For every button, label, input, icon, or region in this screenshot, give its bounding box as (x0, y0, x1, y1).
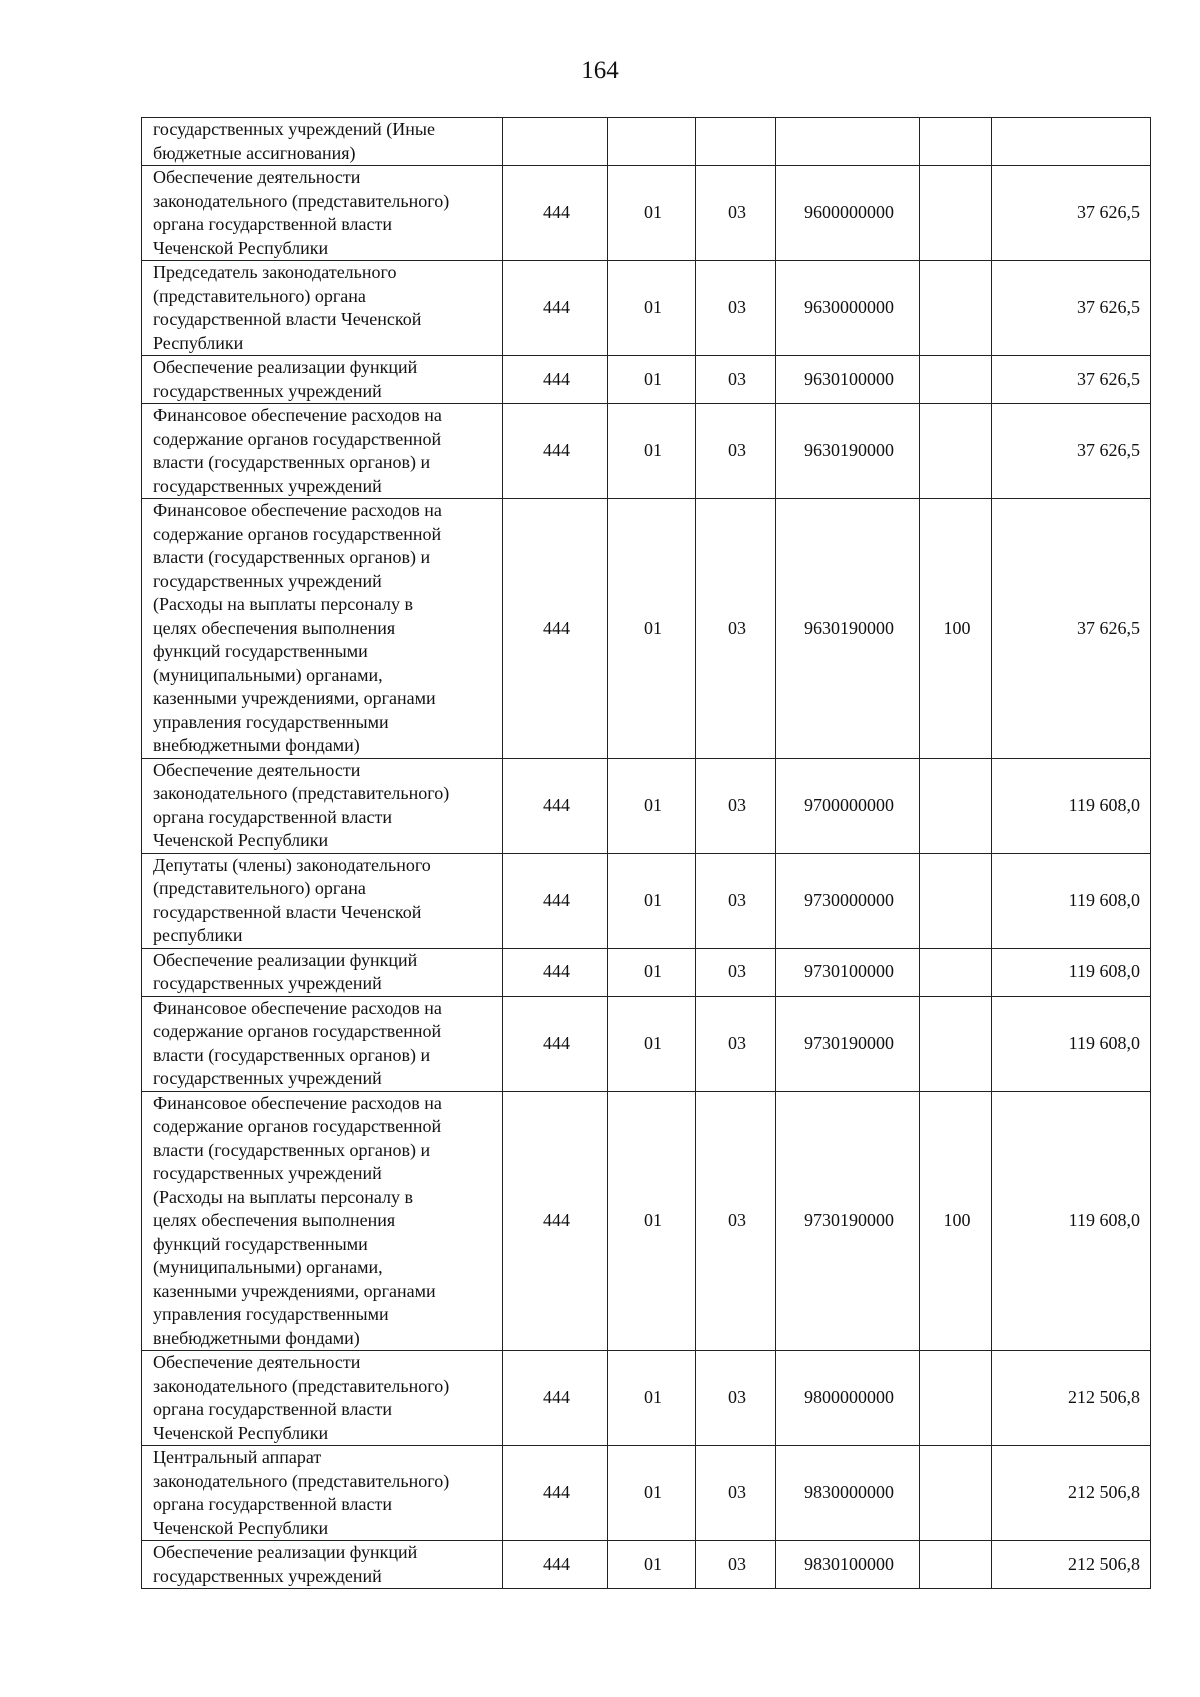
item-name-line: Финансовое обеспечение расходов на (153, 997, 442, 1018)
expense-type-cell (920, 1351, 992, 1446)
item-name-line: государственных учреждений (153, 475, 382, 496)
subsection-cell: 03 (696, 1541, 776, 1589)
expense-type-cell (920, 948, 992, 996)
item-name-line: внебюджетными фондами) (153, 1327, 360, 1348)
section-cell: 01 (608, 1351, 696, 1446)
item-name-line: содержание органов государственной (153, 1116, 442, 1136)
item-name-line: Чеченской Республики (153, 830, 329, 850)
item-name-cell (142, 948, 503, 996)
expense-type-cell: 100 (920, 1091, 992, 1351)
target-article-cell: 9730190000 (776, 996, 920, 1091)
item-name-line: управления государственными (153, 1304, 389, 1324)
subsection-cell: 03 (696, 853, 776, 948)
subsection-cell: 03 (696, 356, 776, 404)
item-name-line: казенными учреждениями, органами (153, 1280, 436, 1301)
item-name-line: законодательного (представительного) (153, 783, 450, 803)
item-name-cell (142, 1351, 503, 1446)
item-name-line: власти (государственных органов) и (153, 1044, 431, 1065)
admin-code-cell: 444 (503, 1351, 608, 1446)
subsection-cell (696, 118, 776, 166)
subsection-cell: 03 (696, 758, 776, 853)
section-cell: 01 (608, 356, 696, 404)
amount-cell: 119 608,0 (992, 948, 1151, 996)
subsection-cell: 03 (696, 166, 776, 261)
item-name-line: органа государственной власти (153, 1494, 393, 1514)
table-row (142, 996, 1151, 1091)
item-name-line: государственной власти Чеченской (153, 901, 422, 922)
table-row (142, 356, 1151, 404)
section-cell (608, 118, 696, 166)
item-name-line: (Расходы на выплаты персоналу в (153, 1186, 413, 1207)
item-name-cell (142, 118, 503, 166)
target-article-cell: 9800000000 (776, 1351, 920, 1446)
target-article-cell: 9730190000 (776, 1091, 920, 1351)
section-cell: 01 (608, 948, 696, 996)
section-cell: 01 (608, 1541, 696, 1589)
page-number: 164 (581, 57, 619, 84)
amount-cell: 37 626,5 (992, 261, 1151, 356)
table-row (142, 948, 1151, 996)
item-name-line: (муниципальными) органами, (153, 664, 383, 685)
target-article-cell: 9630000000 (776, 261, 920, 356)
item-name-line: (муниципальными) органами, (153, 1257, 383, 1277)
item-name-line: государственных учреждений (153, 1565, 382, 1586)
item-name-line: (Расходы на выплаты персоналу в (153, 594, 413, 614)
admin-code-cell: 444 (503, 1091, 608, 1351)
item-name-cell (142, 1091, 503, 1351)
item-name-line: государственных учреждений (Иные (153, 119, 435, 139)
item-name-line: государственных учреждений (153, 1068, 382, 1088)
item-name-line: Обеспечение реализации функций (153, 357, 418, 377)
item-name-line: Чеченской Республики (153, 237, 329, 258)
admin-code-cell: 444 (503, 1446, 608, 1541)
item-name-cell (142, 853, 503, 948)
item-name-line: государственной власти Чеченской (153, 309, 422, 329)
item-name-line: внебюджетными фондами) (153, 735, 360, 755)
item-name-cell (142, 1541, 503, 1589)
item-name-line: содержание органов государственной (153, 1021, 442, 1041)
expense-type-cell (920, 1446, 992, 1541)
section-cell: 01 (608, 853, 696, 948)
target-article-cell: 9630190000 (776, 404, 920, 499)
table-row (142, 1446, 1151, 1541)
subsection-cell: 03 (696, 948, 776, 996)
item-name-line: государственных учреждений (153, 1163, 382, 1183)
expense-type-cell (920, 758, 992, 853)
admin-code-cell: 444 (503, 996, 608, 1091)
budget-table-body (142, 118, 1151, 1589)
expense-type-cell (920, 853, 992, 948)
section-cell: 01 (608, 758, 696, 853)
item-name-line: Чеченской Республики (153, 1422, 329, 1443)
item-name-line: Обеспечение реализации функций (153, 949, 418, 970)
section-cell: 01 (608, 499, 696, 759)
amount-cell: 212 506,8 (992, 1351, 1151, 1446)
amount-cell: 119 608,0 (992, 996, 1151, 1091)
admin-code-cell: 444 (503, 1541, 608, 1589)
item-name-line: Центральный аппарат (153, 1447, 322, 1467)
item-name-line: Депутаты (члены) законодательного (153, 854, 431, 875)
target-article-cell: 9700000000 (776, 758, 920, 853)
item-name-cell (142, 404, 503, 499)
admin-code-cell: 444 (503, 853, 608, 948)
table-row (142, 261, 1151, 356)
item-name-line: Обеспечение деятельности (153, 759, 361, 780)
target-article-cell: 9830000000 (776, 1446, 920, 1541)
section-cell: 01 (608, 996, 696, 1091)
table-row (142, 1091, 1151, 1351)
table-row (142, 1541, 1151, 1589)
item-name-line: целях обеспечения выполнения (153, 1210, 396, 1230)
target-article-cell: 9630190000 (776, 499, 920, 759)
item-name-cell (142, 166, 503, 261)
expense-type-cell (920, 356, 992, 404)
amount-cell: 119 608,0 (992, 758, 1151, 853)
target-article-cell: 9730100000 (776, 948, 920, 996)
item-name-line: Обеспечение реализации функций (153, 1542, 418, 1562)
section-cell: 01 (608, 1091, 696, 1351)
budget-table (141, 117, 1151, 1589)
item-name-line: бюджетные ассигнования) (153, 142, 356, 163)
item-name-line: функций государственными (153, 641, 368, 661)
item-name-line: государственных учреждений (153, 380, 382, 401)
item-name-line: органа государственной власти (153, 806, 393, 827)
item-name-line: законодательного (представительного) (153, 190, 450, 211)
section-cell: 01 (608, 1446, 696, 1541)
admin-code-cell: 444 (503, 499, 608, 759)
expense-type-cell (920, 1541, 992, 1589)
target-article-cell: 9830100000 (776, 1541, 920, 1589)
target-article-cell: 9730000000 (776, 853, 920, 948)
item-name-line: власти (государственных органов) и (153, 547, 431, 567)
item-name-line: республики (153, 925, 243, 945)
item-name-line: Председатель законодательного (153, 262, 397, 282)
target-article-cell: 9630100000 (776, 356, 920, 404)
item-name-cell (142, 356, 503, 404)
item-name-cell (142, 261, 503, 356)
expense-type-cell (920, 118, 992, 166)
subsection-cell: 03 (696, 404, 776, 499)
item-name-line: казенными учреждениями, органами (153, 688, 436, 708)
item-name-line: содержание органов государственной (153, 428, 442, 449)
section-cell: 01 (608, 261, 696, 356)
item-name-line: государственных учреждений (153, 973, 382, 993)
expense-type-cell (920, 996, 992, 1091)
item-name-line: Обеспечение деятельности (153, 1352, 361, 1372)
item-name-line: органа государственной власти (153, 1399, 393, 1419)
item-name-line: власти (государственных органов) и (153, 1139, 431, 1160)
subsection-cell: 03 (696, 1351, 776, 1446)
item-name-line: Финансовое обеспечение расходов на (153, 1092, 442, 1113)
amount-cell: 37 626,5 (992, 499, 1151, 759)
subsection-cell: 03 (696, 1446, 776, 1541)
table-row (142, 166, 1151, 261)
subsection-cell: 03 (696, 499, 776, 759)
section-cell: 01 (608, 166, 696, 261)
subsection-cell: 03 (696, 261, 776, 356)
admin-code-cell: 444 (503, 356, 608, 404)
subsection-cell: 03 (696, 996, 776, 1091)
item-name-line: Финансовое обеспечение расходов на (153, 500, 442, 520)
item-name-line: Республики (153, 332, 244, 353)
amount-cell: 37 626,5 (992, 166, 1151, 261)
item-name-line: содержание органов государственной (153, 523, 442, 544)
amount-cell: 212 506,8 (992, 1446, 1151, 1541)
section-cell: 01 (608, 404, 696, 499)
item-name-line: функций государственными (153, 1233, 368, 1254)
item-name-line: Чеченской Республики (153, 1517, 329, 1538)
item-name-line: законодательного (представительного) (153, 1470, 450, 1491)
target-article-cell: 9600000000 (776, 166, 920, 261)
admin-code-cell: 444 (503, 948, 608, 996)
target-article-cell (776, 118, 920, 166)
table-row (142, 758, 1151, 853)
item-name-line: Финансовое обеспечение расходов на (153, 405, 442, 425)
item-name-line: органа государственной власти (153, 214, 393, 234)
table-row (142, 853, 1151, 948)
amount-cell: 119 608,0 (992, 853, 1151, 948)
subsection-cell: 03 (696, 1091, 776, 1351)
item-name-cell (142, 996, 503, 1091)
expense-type-cell (920, 404, 992, 499)
item-name-line: законодательного (представительного) (153, 1375, 450, 1396)
item-name-line: государственных учреждений (153, 570, 382, 591)
amount-cell: 37 626,5 (992, 404, 1151, 499)
item-name-cell (142, 758, 503, 853)
expense-type-cell: 100 (920, 499, 992, 759)
table-row (142, 1351, 1151, 1446)
expense-type-cell (920, 261, 992, 356)
item-name-line: целях обеспечения выполнения (153, 617, 396, 638)
item-name-line: управления государственными (153, 711, 389, 732)
table-row (142, 499, 1151, 759)
item-name-line: (представительного) органа (153, 285, 366, 306)
table-row (142, 404, 1151, 499)
admin-code-cell: 444 (503, 166, 608, 261)
amount-cell: 212 506,8 (992, 1541, 1151, 1589)
admin-code-cell (503, 118, 608, 166)
admin-code-cell: 444 (503, 261, 608, 356)
item-name-line: Обеспечение деятельности (153, 167, 361, 187)
expense-type-cell (920, 166, 992, 261)
item-name-line: власти (государственных органов) и (153, 452, 431, 472)
item-name-line: (представительного) органа (153, 878, 366, 898)
admin-code-cell: 444 (503, 404, 608, 499)
admin-code-cell: 444 (503, 758, 608, 853)
item-name-cell (142, 499, 503, 759)
amount-cell: 119 608,0 (992, 1091, 1151, 1351)
amount-cell: 37 626,5 (992, 356, 1151, 404)
item-name-cell (142, 1446, 503, 1541)
amount-cell (992, 118, 1151, 166)
table-row (142, 118, 1151, 166)
